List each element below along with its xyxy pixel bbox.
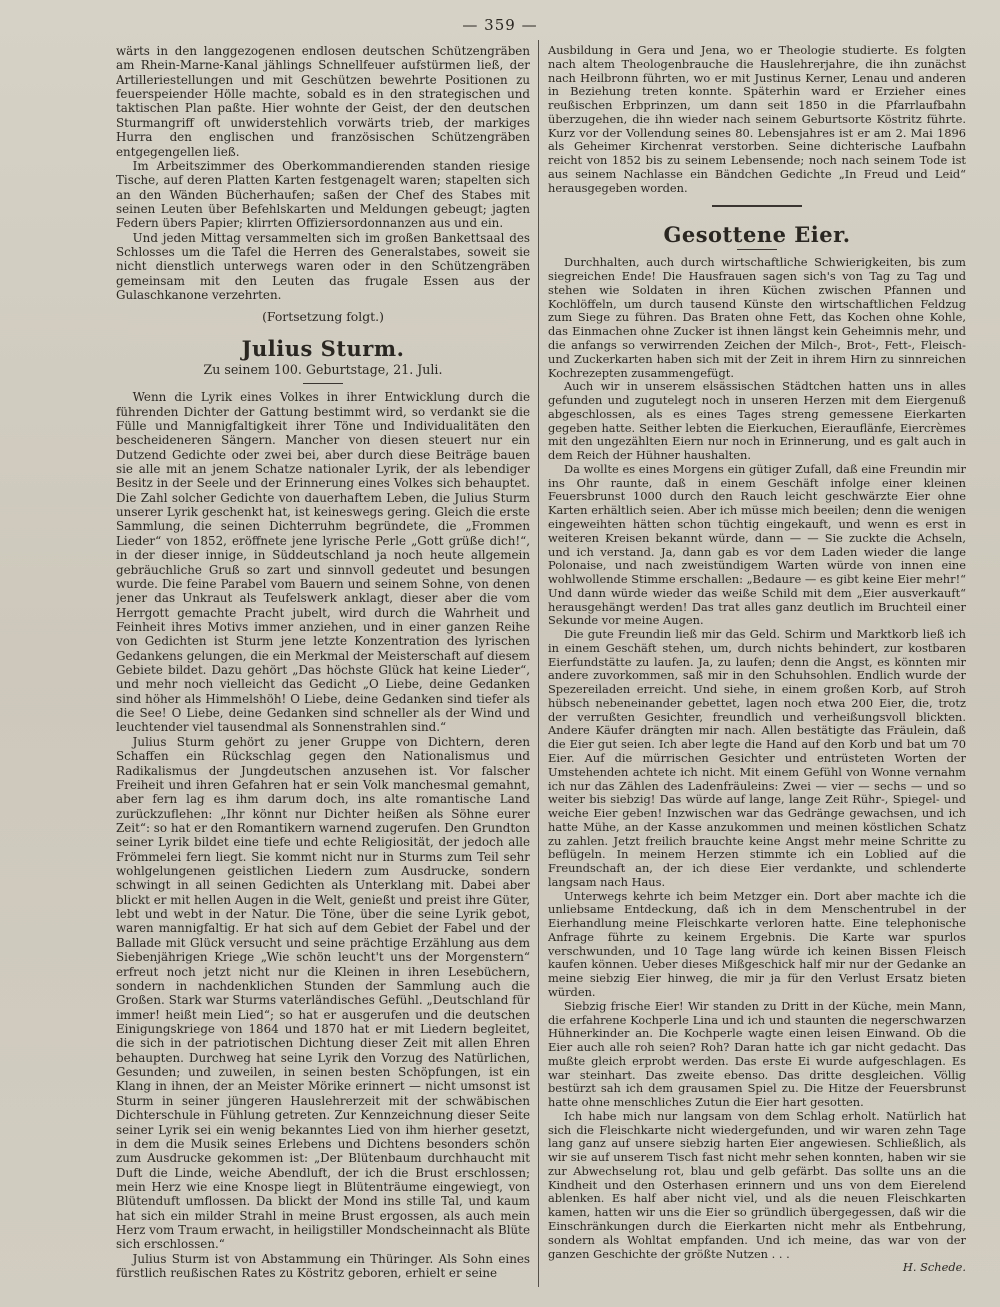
page-number: — 359 — — [462, 16, 538, 34]
left-column — [116, 44, 530, 1289]
paragraph: Unterwegs kehrte ich beim Metzger ein. Dort aber machte ich die unliebsame Entdeckung, daß ich in dem Menschentrubel in der Eierhandlung meine Fleischkarte verloren hatte. Eine telephonische Anfrage führte zu keinem Ergebnis. Die Karte war spurlos verschwunden, und 10 Tage lang würde ich keinen Bissen Fleisch kaufen können. Ueber dieses Mißgeschick half mir nur der Gedanke an meine siebzig Eier hinweg, die mir ja für den Verlust Ersatz bieten würden. — [548, 888, 966, 999]
paragraph: Julius Sturm gehört zu jener Gruppe von Dichtern, deren Schaffen ein Rückschlag gegen den Nationalismus und Radikalismus der Jungdeutschen anzusehen ist. Vor falscher Freiheit und ihren Gefahren hat er sein Volk manchesmal gemahnt, aber fern lag es ihm darum doch, ins alte romantische Land zurückzuflehen: „Ihr könnt nur Dichter heißen als Söhne eurer Zeit“: so hat er den Romantikern warnend zugerufen. Den Grundton seiner Lyrik bildet eine tiefe und echte Religiosität, der jedoch alle Frömmelei fern liegt. Sie kommt nicht nur in Sturms zum Teil sehr wohlgelungenen geistlichen Liedern zum Ausdrucke, sondern schwingt in all seinen Gedichten als Unterklang mit. Dabei aber blickt er mit hellen Augen in die Welt, genießt und preist ihre Güter, lebt und webt in der Natur. Die Töne, über die seine Lyrik gebot, waren mannigfaltig. Er hat sich auf dem Gebiet der Fabel und der Ballade mit Glück versucht und seine prächtige Erzählung aus dem Siebenjährigen Kriege „Wie schön leucht't uns der Morgenstern“ erfreut noch jetzt nicht nur die Kleinen in ihren Lesebüchern, sondern in nachdenklichen Stunden der Sammlung auch die Großen. Stark war Sturms vaterländisches Gefühl. „Deutschland für immer! heißt mein Lied“; so hat er ausgerufen und die deutschen Einigungskriege von 1864 und 1870 hat er mit Liedern begleitet, die sich in der patriotischen Dichtung dieser Zeit mit allen Ehren behaupten. Durchweg hat seine Lyrik den Vorzug des Natürlichen, Gesunden; und zuweilen, in seinen besten Schöpfungen, ist ein Klang in ihnen, der an Meister Mörike erinnert — nicht umsonst ist Sturm in seiner jüngeren Hauslehrerzeit mit der schwäbischen Dichterschule in Fühlung getreten. Zur Kennzeichnung dieser Seite seiner Lyrik sei ein wenig bekanntes Lied von ihm hierher gesetzt, in dem die Musik seines Erlebens und Dichtens besonders schön zum Ausdrucke gekommen ist: „Der Blütenbaum durchhaucht mit Duft die Linde, weiche Abendluft, der ich die Brust erschlossen; mein Herz wie eine Knospe liegt in Blütenträume eingewiegt, von Blütenduft umflossen. Da blickt der Mond ins stille Tal, und kaum hat sich ein milder Strahl in meine Brust ergossen, als auch mein Herz vom Traum erwacht, in heiligstiller Mondscheinnacht als Blüte sich erschlossen.“ — [116, 734, 530, 1252]
paragraph: Und jeden Mittag versammelten sich im großen Bankettsaal des Schlosses um die Tafel die Herren des Generalstabes, soweit sie nicht dienstlich unterwegs waren oder in den Schützengräben gemeinsam mit den Leuten das frugale Essen aus der Gulaschkanone verzehrten. — [116, 230, 530, 303]
section-divider — [712, 205, 802, 207]
paragraph: wärts in den langgezogenen endlosen deutschen Schützengräben am Rhein-Marne-Kanal jählings Schnellfeuer aufstürmen ließ, der Artilleriestellungen und mit Geschützen bewehrte Positionen zu feuerspeiender Hölle machte, sobald es in den strategischen und taktischen Plan paßte. Hier wohnte der Geist, der den deutschen Sturmangriff oft unwiderstehlich vorwärts trieb, der markiges Hurra den englischen und französischen Schützengräben entgegengellen ließ. — [116, 44, 530, 159]
paragraph: Da wollte es eines Morgens ein gütiger Zufall, daß eine Freundin mir ins Ohr raunte, daß in einem Geschäft infolge einer kleinen Feuersbrunst 1000 durch den Rauch leicht geschwärzte Eier ohne Karten erhältlich seien. Aber ich müsse mich beeilen; denn die wenigen eingeweihten hätten schon tüchtig eingekauft, und wenn es erst in weiteren Kreisen bekannt würde, dann — — Sie zuckte die Achseln, und ich verstand. Ja, dann gab es vor dem Laden wieder die lange Polonaise, und nach zweistündigem Warten würde von innen eine wohlwollende Stimme erschallen: „Bedaure — es gibt keine Eier mehr!“ Und dann würde wieder das weiße Schild mit dem „Eier ausverkauft“ herausgehängt werden! Das trat alles ganz deutlich im Bruchteil einer Sekunde vor meine Augen. — [548, 461, 966, 628]
paragraph: Siebzig frische Eier! Wir standen zu Dritt in der Küche, mein Mann, die erfahrene Kochperle Lina und ich und staunten die negerschwarzen Hühnerkinder an. Die Kochperle wagte einen leisen Einwand. Ob die Eier auch alle roh seien? Roh? Daran hatte ich gar nicht gedacht. Das mußte gleich erprobt werden. Das erste Ei wurde aufgeschlagen. Es war steinhart. Das zweite ebenso. Das dritte desgleichen. Völlig bestürzt sah ich dem grausamen Spiel zu. Die Hitze der Feuersbrunst hatte ohne menschliches Zutun die Eier hart gesotten. — [548, 998, 966, 1110]
title-divider — [737, 249, 777, 250]
author-signature: H. Schede. — [902, 1260, 966, 1275]
title-divider — [303, 383, 343, 384]
paragraph: Ausbildung in Gera und Jena, wo er Theologie studierte. Es folgten nach altem Theologenbrauche die Hauslehrerjahre, die ihn zunächst nach Heilbronn führten, wo er mit Justinus Kerner, Lenau und anderen in Beziehung treten konnte. Späterhin ward er Erzieher eines reußischen Erbprinzen, um dann seit 1850 in die Pfarrlaufbahn überzugehen, die ihn wieder nach seinem Geburtsorte Köstritz führte. Kurz vor der Vollendung seines 80. Lebensjahres ist er am 2. Mai 1896 als Geheimer Kirchenrat verstorben. Seine dichterische Laufbahn reicht von 1852 bis zu seinem Lebensende; noch nach seinem Tode ist aus seinem Nachlasse ein Bändchen Gedichte „In Freud und Leid“ herausgegeben worden. — [548, 44, 966, 195]
paragraph: Die gute Freundin ließ mir das Geld. Schirm und Marktkorb ließ ich in einem Geschäft stehen, um, durch nichts behindert, zur kostbaren Eierfundstätte zu laufen. Ja, zu laufen; denn die Angst, es könnten mir andere zuvorkommen, saß mir in den Schuhsohlen. Endlich wurde der Spezereiladen erreicht. Und siehe, in einem großen Korb, auf Stroh hübsch nebeneinander gebettet, lagen noch etwa 200 Eier, die, trotz der verrußten Gesichter, freundlich und verheißungsvoll blickten. Andere Käufer drängten mir nach. Allen bestätigte das Fräulein, daß die Eier gut seien. Ich aber legte die Hand auf den Korb und bat um 70 Eier. Auf die mürrischen Gesichter und entrüsteten Worten der Umstehenden achtete ich nicht. Mit einem Gefühl von Wonne vernahm ich nur das Zählen des Ladenfräuleins: Zwei — vier — sechs — und so weiter bis siebzig! Das würde auf lange, lange Zeit Rühr-, Spiegel- und weiche Eier geben! Inzwischen war das Gedränge gewachsen, und ich hatte Mühe, an der Kasse anzukommen und meinen köstlichen Schatz zu zahlen. Jetzt freilich brauchte keine Angst mehr meine Schritte zu beflügeln. In meinem Herzen stimmte ich ein Loblied auf die Freundschaft an, der ich diese Eier verdankte, und schlenderte langsam nach Haus. — [548, 627, 966, 889]
paragraph: Im Arbeitszimmer des Oberkommandierenden standen riesige Tische, auf deren Platten Karten festgenagelt waren; stapelten sich an den Wänden Bücherhaufen; saßen der Chef des Stabes mit seinen Leuten über Befehlskarten und Meldungen gebeugt; jagten Federn übers Papier; klirrten Offiziersordonnanzen aus und ein. — [116, 158, 530, 231]
article-title-eier: Gesottene Eier. — [663, 222, 851, 248]
continued-note: (Fortsetzung folgt.) — [262, 309, 384, 325]
paragraph: Julius Sturm ist von Abstammung ein Thüringer. Als Sohn eines fürstlich reußischen Rates zu Köstritz geboren, erhielt er seine — [116, 1251, 530, 1281]
paragraph: Durchhalten, auch durch wirtschaftliche Schwierigkeiten, bis zum siegreichen Ende! Die Hausfrauen sagen sich's von Tag zu Tag und stehen wie Soldaten in ihren Küchen zwischen Pfannen und Kochlöffeln, um durch tausend Künste den wirtschaftlichen Feldzug zum Siege zu führen. Das Braten ohne Fett, das Kochen ohne Kohle, das Einmachen ohne Zucker ist ihnen längst kein Geheimnis mehr, und die anfangs so verwirrenden Zeichen der Milch-, Brot-, Fett-, Fleisch- und Zuckerkarten haben sich mit der Zeit in ihrem Hirn zu sinnreichen Kochrezepten zusammengefügt. — [548, 255, 966, 380]
paragraph: Wenn die Lyrik eines Volkes in ihrer Entwicklung durch die führenden Dichter der Gattung bestimmt wird, so verdankt sie die Fülle und Mannigfaltigkeit ihrer Töne und Individualitäten den bescheideneren Sängern. Mancher von diesen steuert nur ein Dutzend Gedichte oder zwei bei, aber durch diese Beiträge bauen sie alle mit an jenem Schatze nationaler Lyrik, der als lebendiger Besitz in der Seele und der Erinnerung eines Volkes sich behauptet. Die Zahl solcher Gedichte von dauerhaftem Leben, die Julius Sturm unserer Lyrik geschenkt hat, ist keineswegs gering. Gleich die erste Sammlung, die seinen Dichterruhm begründete, die „Frommen Lieder“ von 1852, eröffnete jene lyrische Perle „Gott grüße dich!“, in der dieser innige, in Süddeutschland ja noch heute allgemein gebräuchliche Gruß so zart und sinnvoll gedeutet und besungen wurde. Die feine Parabel vom Bauern und seinem Sohne, von denen jener das Unkraut als Teufelswerk anklagt, dieser aber die vom Herrgott gemachte Pracht jubelt, wird durch die Wahrheit und Feinheit ihres Motivs immer anziehen, und in einer ganzen Reihe von Gedichten ist Sturm jene letzte Konzentration des lyrischen Gedankens gelungen, die ein Merkmal der Meisterschaft auf diesem Gebiete bildet. Dazu gehört „Das höchste Glück hat keine Lieder“, und mehr noch vielleicht das Gedicht „O Liebe, deine Gedanken sind höher als Himmelshöh! O Liebe, deine Gedanken sind tiefer als die See! O Liebe, deine Gedanken sind schneller als der Wind und leuchtender viel tausendmal als Sonnenstrahlen sind.“ — [116, 390, 530, 735]
right-column — [548, 44, 966, 1289]
article-title-sturm: Julius Sturm. — [241, 335, 405, 361]
paragraph: Ich habe mich nur langsam von dem Schlag erholt. Natürlich hat sich die Fleischkarte nicht wiedergefunden, und wir waren zehn Tage lang ganz auf unsere siebzig harten Eier angewiesen. Schließlich, als wir sie auf unserem Tisch fast nicht mehr sehen konnten, haben wir sie zur Abwechselung rot, blau und gelb gefärbt. Das sollte uns an die Kindheit und den Osterhasen erinnern und uns von dem Eierelend ablenken. Es half aber nicht viel, und als die neuen Fleischkarten kamen, hatten wir uns die Eier so gründlich übergegessen, daß wir die Einschränkungen durch die Eierkarten nicht mehr als Entbehrung, sondern als Wohltat empfanden. Und ich meine, das war von der ganzen Geschichte der größte Nutzen . . . — [548, 1108, 966, 1261]
paragraph: Auch wir in unserem elsässischen Städtchen hatten uns in alles gefunden und zugutelegt noch in unseren Herzen mit dem Eiergenuß abgeschlossen, als es eines Tages streng gemessene Eierkarten gegeben hatte. Seither lebten die Eierkuchen, Eierauflänfe, Eiercrèmes mit den ungezählten Eiern nur noch in Erinnerung, und es galt auch in dem Reich der Hühner haushalten. — [548, 379, 966, 463]
column-rule — [538, 40, 539, 1287]
article-subtitle-sturm: Zu seinem 100. Geburtstage, 21. Juli. — [203, 361, 443, 377]
